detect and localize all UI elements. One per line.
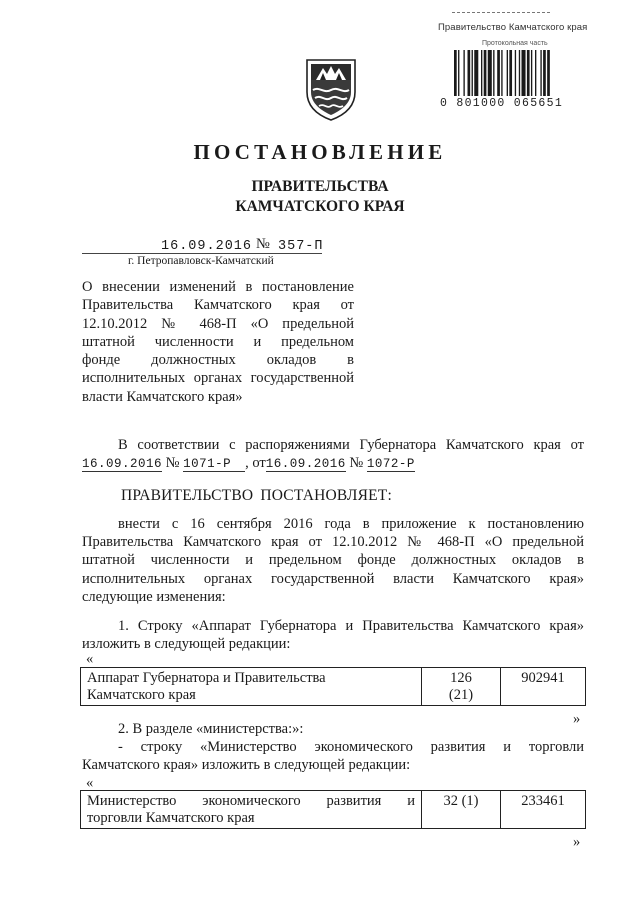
stamp-dash-line [452,12,550,13]
change-item-2 [82,720,584,775]
table-cell-fund [501,791,586,829]
row-count: 32 (1) [443,793,479,809]
table-row [81,791,586,829]
basis-comma: , [245,455,249,471]
item-2-line: - строку «Министерство экономического развития и торговли [118,739,584,756]
close-quote: » [573,834,581,850]
row-name-line: Аппарат Губернатора и Правительства [87,670,326,686]
basis-number-2: 1072-Р [366,457,415,471]
decree-heading: ПРАВИТЕЛЬСТВО ПОСТАНОВЛЯЕТ: [121,487,392,504]
basis-no-label-1: № [165,455,180,471]
barcode-number: 0 801000 065651 [440,97,564,110]
table-cell-fund [501,668,586,706]
subject-line: Правительства Камчатского края от [82,297,354,314]
table-cell-name [81,668,422,706]
subject-line: О внесении изменений в постановление [82,279,354,295]
subject-line: фонде должностных окладов в [82,352,354,369]
row-fund: 902941 [521,670,565,686]
subject-line: штатной численности и предельном [82,333,354,350]
basis-date-1: 16.09.2016 [82,457,163,471]
body-line: штатной численности и предельном фонде должностных окладов в [82,552,584,569]
body-line: внести с 16 сентября 2016 года в приложение к постановлению [118,516,584,532]
document-number: 357-П [278,239,324,254]
open-quote: « [86,775,94,791]
close-quote: » [573,711,581,727]
table-cell-count [422,791,501,829]
body-line: Правительства Камчатского края от 12.10.2012 № 468-П «О предельной [82,534,584,551]
item-2-line: 2. В разделе «министерства:»: [118,721,304,737]
item-1-line: 1. Строку «Аппарат Губернатора и Правительства Камчатского края» [118,618,584,634]
subject-line: власти Камчатского края» [82,388,243,405]
item-1-line: изложить в следующей редакции: [82,636,291,653]
row-count: 126 [450,670,472,686]
number-label: № [256,236,270,252]
basis-date-2: 16.09.2016 [265,457,346,471]
table-cell-name [81,791,422,829]
item-2-line: Камчатского края» изложить в следующей редакции: [82,757,411,774]
open-quote: « [86,651,94,667]
kamchatka-coat-of-arms-icon [304,58,358,122]
row-count-sub: (21) [448,686,474,703]
basis-references [82,454,602,473]
document-date: 16.09.2016 [161,239,253,254]
stamp-organization: Правительство Камчатского края [438,22,588,33]
subject-line: исполнительных органах государственной [82,370,354,387]
document-subject [82,278,354,406]
row-fund: 233461 [521,793,565,809]
body-line: следующие изменения: [82,588,226,605]
table-apparatus [80,667,586,706]
change-item-1 [82,617,584,653]
subject-line: 12.10.2012 № 468-П «О предельной [82,315,354,332]
basis-no-label-2: № [349,455,364,471]
table-row [81,668,586,706]
table-cell-count [422,668,501,706]
basis-from-label: от [252,455,266,471]
body-line: исполнительных органах государственной власти Камчатского края» [82,570,584,587]
government-line-1: ПРАВИТЕЛЬСТВА [251,178,389,195]
row-name-line: торговли Камчатского края [87,809,255,826]
stamp-part: Протокольная часть [482,40,548,47]
basis-number-1: 1071-Р [183,457,245,472]
document-city: г. Петропавловск-Камчатский [128,255,274,267]
basis-line: В соответствии с распоряжениями Губернатора Камчатского края от [118,437,584,453]
table-ministry [80,790,586,829]
page-title: ПОСТАНОВЛЕНИЕ [193,140,447,164]
decree-body [82,515,584,606]
row-name-line: Министерство экономического развития и [87,793,415,809]
government-line-2: КАМЧАТСКОГО КРАЯ [235,198,405,215]
barcode-icon [454,50,578,96]
row-name-line: Камчатского края [87,686,196,703]
